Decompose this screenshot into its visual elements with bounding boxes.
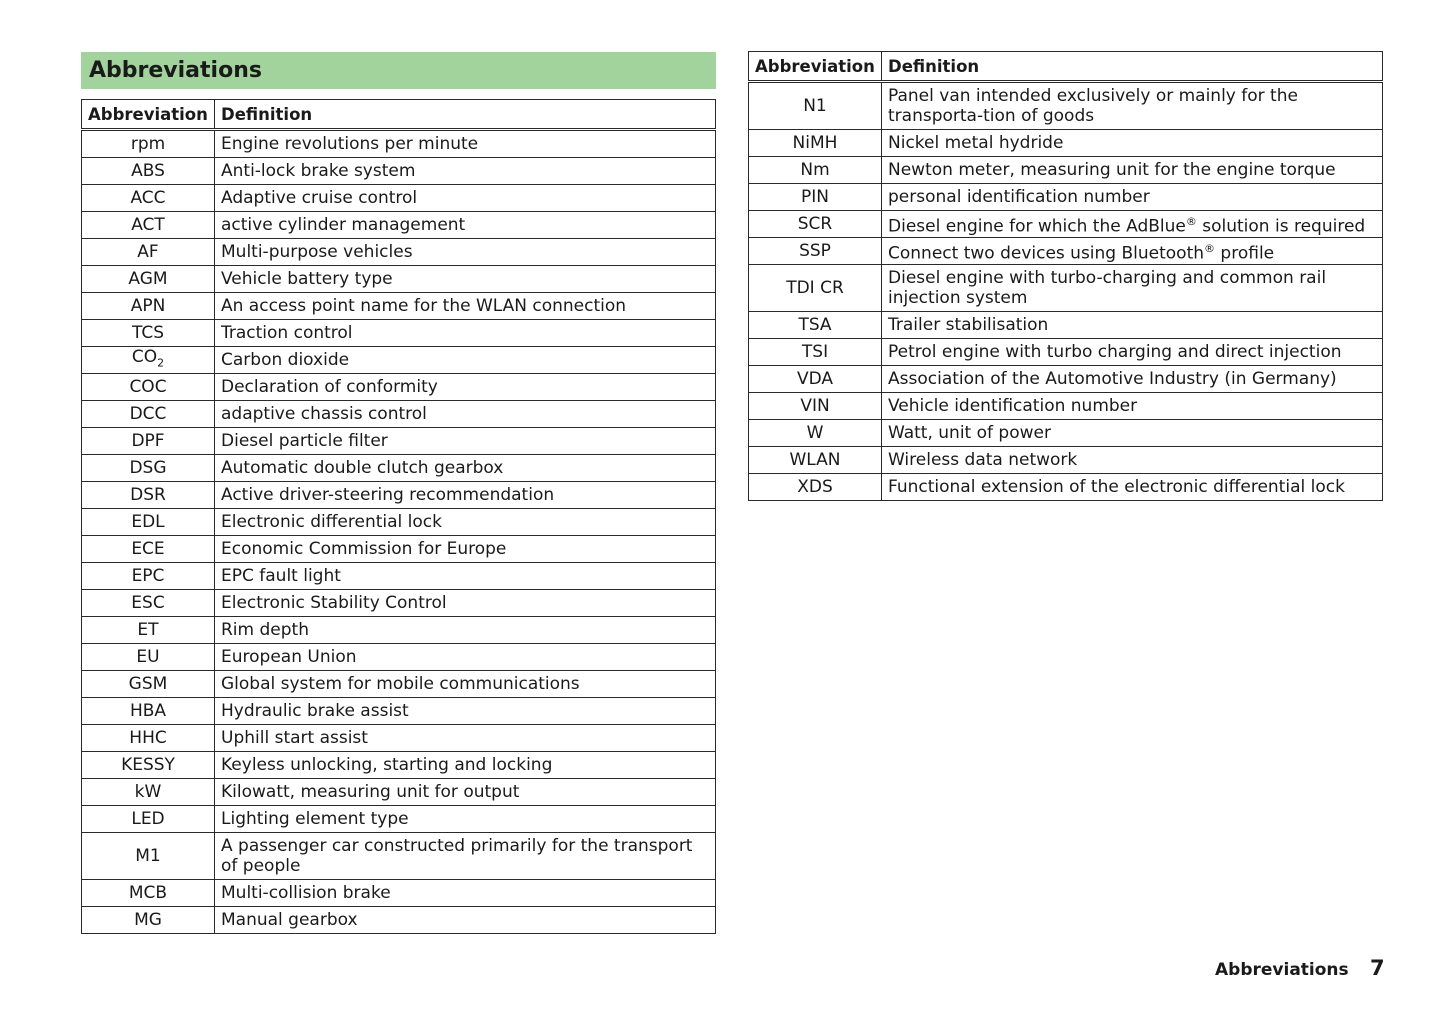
abbreviation-text: MCB: [128, 883, 168, 904]
table-row: [82, 374, 716, 401]
abbreviation-text: EDL: [131, 512, 165, 533]
table-body-left: [82, 130, 716, 934]
definition-text: Diesel particle filter: [221, 431, 388, 452]
table-row: [82, 347, 716, 374]
definition-cell: [215, 698, 716, 725]
abbreviation-text: WLAN: [789, 450, 841, 470]
table-row: [82, 880, 716, 907]
definition-text: Newton meter, measuring unit for the engine torque: [888, 160, 1336, 180]
definition-text: Manual gearbox: [221, 910, 358, 931]
definition-cell: [882, 420, 1383, 447]
definition-cell: [882, 312, 1383, 339]
abbreviation-cell: [82, 671, 215, 698]
definition-text: Vehicle battery type: [221, 269, 393, 289]
table-row: [82, 130, 716, 158]
abbreviation-cell: [749, 157, 882, 184]
table-row: [82, 563, 716, 590]
footer-section-title: Abbreviations: [1215, 960, 1349, 980]
abbreviation-cell: [749, 184, 882, 211]
table-header-row: [749, 52, 1383, 82]
definition-text-after: profile: [1215, 243, 1275, 264]
abbreviation-cell: [82, 455, 215, 482]
abbreviation-text: W: [806, 423, 824, 443]
table-row: [749, 130, 1383, 157]
definition-text: active cylinder management: [221, 215, 466, 235]
definition-text: personal identification number: [888, 187, 1150, 207]
table-row: [82, 455, 716, 482]
abbreviation-cell: [82, 374, 215, 401]
definition-text: Hydraulic brake assist: [221, 701, 409, 722]
abbreviation-text: GSM: [128, 674, 168, 695]
definition-cell: [882, 366, 1383, 393]
definition-text: A passenger car constructed primarily for the transport of people: [221, 836, 693, 877]
abbreviation-text: MG: [134, 910, 162, 931]
definition-text: Diesel engine with turbo-charging and common rail injection system: [888, 268, 1327, 308]
table-row: [749, 474, 1383, 501]
abbreviation-cell: [82, 158, 215, 185]
abbreviation-text: ESC: [131, 593, 165, 614]
definition-text: Petrol engine with turbo charging and direct injection: [888, 342, 1342, 362]
abbreviation-cell: [82, 293, 215, 320]
definition-cell: [215, 671, 716, 698]
table-row: [749, 339, 1383, 366]
definition-cell: [882, 238, 1383, 265]
definition-text: Watt, unit of power: [888, 423, 1051, 443]
abbreviation-text: ACC: [130, 188, 166, 208]
definition-cell: [882, 130, 1383, 157]
abbreviation-text: DSG: [129, 458, 167, 479]
table-row: [82, 833, 716, 880]
abbreviation-cell: [82, 725, 215, 752]
definition-text: adaptive chassis control: [221, 404, 427, 425]
definition-text: Lighting element type: [221, 809, 409, 830]
abbreviation-text: VIN: [800, 396, 830, 416]
definition-cell: [882, 474, 1383, 501]
abbreviation-cell: [82, 590, 215, 617]
table-row: [82, 644, 716, 671]
abbreviation-text: DPF: [131, 431, 165, 452]
definition-text: Vehicle identification number: [888, 396, 1138, 416]
abbreviation-text: KESSY: [121, 755, 175, 776]
abbreviation-text: XDS: [797, 477, 833, 497]
abbreviation-cell: [82, 130, 215, 158]
table-row: [82, 907, 716, 934]
definition-text: Trailer stabilisation: [888, 315, 1049, 335]
abbreviation-cell: [82, 698, 215, 725]
definition-text: Wireless data network: [888, 450, 1078, 470]
table-row: [82, 293, 716, 320]
abbreviation-text: APN: [130, 296, 166, 316]
abbreviation-text: ET: [137, 620, 159, 641]
definition-cell: [215, 907, 716, 934]
table-row: [82, 509, 716, 536]
definition-text: Diesel engine for which the AdBlue: [888, 216, 1186, 237]
definition-cell: [215, 320, 716, 347]
abbreviation-text: M1: [135, 846, 161, 867]
definition-cell: [215, 779, 716, 806]
abbreviation-cell: [82, 266, 215, 293]
definition-cell: [215, 536, 716, 563]
definition-text: Connect two devices using Bluetooth: [888, 243, 1205, 264]
definition-cell: [882, 447, 1383, 474]
definition-text: Global system for mobile communications: [221, 674, 580, 695]
table-row: [749, 312, 1383, 339]
abbreviation-cell: [82, 347, 215, 374]
table-row: [749, 82, 1383, 130]
definition-text: Electronic differential lock: [221, 512, 442, 533]
abbreviation-cell: [82, 806, 215, 833]
table-row: [82, 590, 716, 617]
abbreviation-cell: [82, 401, 215, 428]
abbreviation-text: ECE: [131, 539, 165, 560]
abbreviation-text: DSR: [130, 485, 166, 506]
abbreviation-text: HBA: [129, 701, 167, 722]
abbreviation-text: SCR: [797, 214, 833, 234]
table-row: [82, 725, 716, 752]
definition-text: Electronic Stability Control: [221, 593, 447, 614]
abbreviation-cell: [82, 239, 215, 266]
abbreviation-cell: [749, 447, 882, 474]
abbreviation-text: AGM: [128, 269, 168, 289]
abbreviation-text: HHC: [129, 728, 167, 749]
definition-text: Kilowatt, measuring unit for output: [221, 782, 520, 803]
table-header-row: [82, 100, 716, 130]
abbreviation-cell: [82, 617, 215, 644]
table-row: [749, 157, 1383, 184]
definition-text: An access point name for the WLAN connection: [221, 296, 627, 316]
abbreviation-text: Nm: [800, 160, 830, 180]
abbreviation-cell: [749, 211, 882, 238]
abbreviation-cell: [82, 185, 215, 212]
abbreviation-text: kW: [134, 782, 162, 803]
definition-cell: [215, 617, 716, 644]
definition-cell: [882, 211, 1383, 238]
definition-cell: [215, 455, 716, 482]
definition-text: Multi-collision brake: [221, 883, 391, 904]
abbreviation-cell: [749, 339, 882, 366]
definition-text: Rim depth: [221, 620, 309, 641]
table-row: [749, 238, 1383, 265]
abbreviation-cell: [82, 752, 215, 779]
definition-cell: [215, 266, 716, 293]
abbreviation-cell: [82, 880, 215, 907]
abbreviation-cell: [749, 366, 882, 393]
definition-cell: [215, 880, 716, 907]
abbreviation-text: DCC: [129, 404, 167, 425]
abbreviation-cell: [749, 474, 882, 501]
table-row: [82, 401, 716, 428]
definition-text-after: solution is required: [1196, 216, 1366, 237]
abbreviation-text: TSI: [801, 342, 829, 362]
abbreviation-cell: [82, 509, 215, 536]
definition-text: Uphill start assist: [221, 728, 368, 749]
header-abbreviation: Abbreviation: [82, 100, 215, 130]
abbreviation-text: SSP: [799, 241, 831, 261]
table-row: [749, 184, 1383, 211]
table-row: [82, 320, 716, 347]
definition-cell: [882, 339, 1383, 366]
definition-cell: [215, 833, 716, 880]
table-row: [749, 420, 1383, 447]
definition-text: Declaration of conformity: [221, 377, 438, 398]
registered-mark: ®: [1185, 214, 1197, 228]
abbreviation-cell: [749, 393, 882, 420]
abbreviation-text: TSA: [798, 315, 832, 335]
abbreviation-text: TDI CR: [786, 278, 844, 298]
table-row: [82, 752, 716, 779]
abbreviation-text: AF: [137, 242, 159, 262]
abbreviations-table-left: [81, 99, 716, 934]
abbreviation-text: EPC: [131, 566, 165, 587]
definition-text: Panel van intended exclusively or mainly for the transporta-tion of goods: [888, 86, 1298, 126]
abbreviation-cell: [82, 833, 215, 880]
abbreviation-text: ABS: [131, 161, 165, 181]
definition-text: Functional extension of the electronic differential lock: [888, 477, 1345, 497]
definition-cell: [215, 482, 716, 509]
table-row: [82, 212, 716, 239]
definition-cell: [882, 157, 1383, 184]
definition-text: Anti-lock brake system: [221, 161, 416, 181]
definition-cell: [215, 130, 716, 158]
abbreviation-text: CO: [131, 347, 158, 367]
table-row: [82, 482, 716, 509]
abbreviation-text: N1: [803, 96, 827, 116]
abbreviation-text: ACT: [131, 215, 165, 235]
abbreviation-cell: [82, 779, 215, 806]
table-row: [82, 617, 716, 644]
definition-cell: [882, 393, 1383, 420]
registered-mark: ®: [1204, 241, 1216, 255]
definition-cell: [215, 644, 716, 671]
table-body-right: [749, 82, 1383, 501]
table-row: [749, 393, 1383, 420]
abbreviation-cell: [82, 428, 215, 455]
abbreviation-cell: [749, 312, 882, 339]
table-row: [749, 366, 1383, 393]
abbreviation-cell: [82, 907, 215, 934]
definition-cell: [215, 725, 716, 752]
table-row: [82, 185, 716, 212]
table-row: [82, 671, 716, 698]
abbreviation-text: LED: [131, 809, 165, 830]
table-row: [82, 158, 716, 185]
definition-cell: [215, 293, 716, 320]
definition-text: Adaptive cruise control: [221, 188, 418, 208]
abbreviation-cell: [749, 82, 882, 130]
definition-text: Automatic double clutch gearbox: [221, 458, 504, 479]
abbreviation-text: COC: [129, 377, 167, 398]
abbreviation-cell: [82, 212, 215, 239]
definition-text: EPC fault light: [221, 566, 341, 587]
definition-cell: [215, 401, 716, 428]
definition-text: European Union: [221, 647, 357, 668]
definition-text: Association of the Automotive Industry (in Germany): [888, 369, 1337, 389]
definition-text: Traction control: [221, 323, 353, 343]
abbreviation-cell: [82, 563, 215, 590]
abbreviation-text: rpm: [130, 134, 166, 154]
definition-text: Active driver-steering recommendation: [221, 485, 555, 506]
definition-cell: [215, 239, 716, 266]
table-row: [82, 536, 716, 563]
abbreviation-text: VDA: [796, 369, 834, 389]
definition-cell: [215, 347, 716, 374]
abbreviation-text: NiMH: [792, 133, 838, 153]
abbreviation-subscript: 2: [157, 356, 165, 370]
table-row: [749, 211, 1383, 238]
definition-text: Keyless unlocking, starting and locking: [221, 755, 553, 776]
definition-text: Carbon dioxide: [221, 350, 350, 371]
abbreviation-cell: [82, 482, 215, 509]
abbreviation-cell: [82, 644, 215, 671]
table-row: [749, 265, 1383, 312]
table-row: [82, 239, 716, 266]
abbreviation-text: TCS: [131, 323, 165, 343]
definition-cell: [882, 265, 1383, 312]
abbreviations-table-right: [748, 51, 1383, 501]
header-abbreviation: Abbreviation: [749, 52, 882, 82]
definition-cell: [882, 184, 1383, 211]
abbreviation-cell: [82, 320, 215, 347]
table-row: [82, 428, 716, 455]
definition-cell: [882, 82, 1383, 130]
header-definition: Definition: [882, 52, 1383, 82]
abbreviation-cell: [749, 265, 882, 312]
definition-cell: [215, 428, 716, 455]
definition-cell: [215, 590, 716, 617]
table-row: [82, 779, 716, 806]
header-definition: Definition: [215, 100, 716, 130]
abbreviation-cell: [749, 238, 882, 265]
abbreviation-text: EU: [136, 647, 160, 668]
definition-cell: [215, 374, 716, 401]
table-row: [749, 447, 1383, 474]
definition-cell: [215, 806, 716, 833]
definition-cell: [215, 752, 716, 779]
table-row: [82, 806, 716, 833]
section-title-banner: Abbreviations: [81, 52, 716, 89]
definition-text: Economic Commission for Europe: [221, 539, 507, 560]
abbreviation-cell: [749, 130, 882, 157]
definition-text: Engine revolutions per minute: [221, 134, 479, 154]
page-number: 7: [1370, 956, 1385, 980]
definition-cell: [215, 158, 716, 185]
abbreviation-text: PIN: [801, 187, 829, 207]
abbreviation-cell: [82, 536, 215, 563]
definition-cell: [215, 212, 716, 239]
table-row: [82, 698, 716, 725]
definition-cell: [215, 185, 716, 212]
definition-text: Multi-purpose vehicles: [221, 242, 413, 262]
definition-cell: [215, 563, 716, 590]
definition-text: Nickel metal hydride: [888, 133, 1064, 153]
abbreviation-cell: [749, 420, 882, 447]
definition-cell: [215, 509, 716, 536]
table-row: [82, 266, 716, 293]
